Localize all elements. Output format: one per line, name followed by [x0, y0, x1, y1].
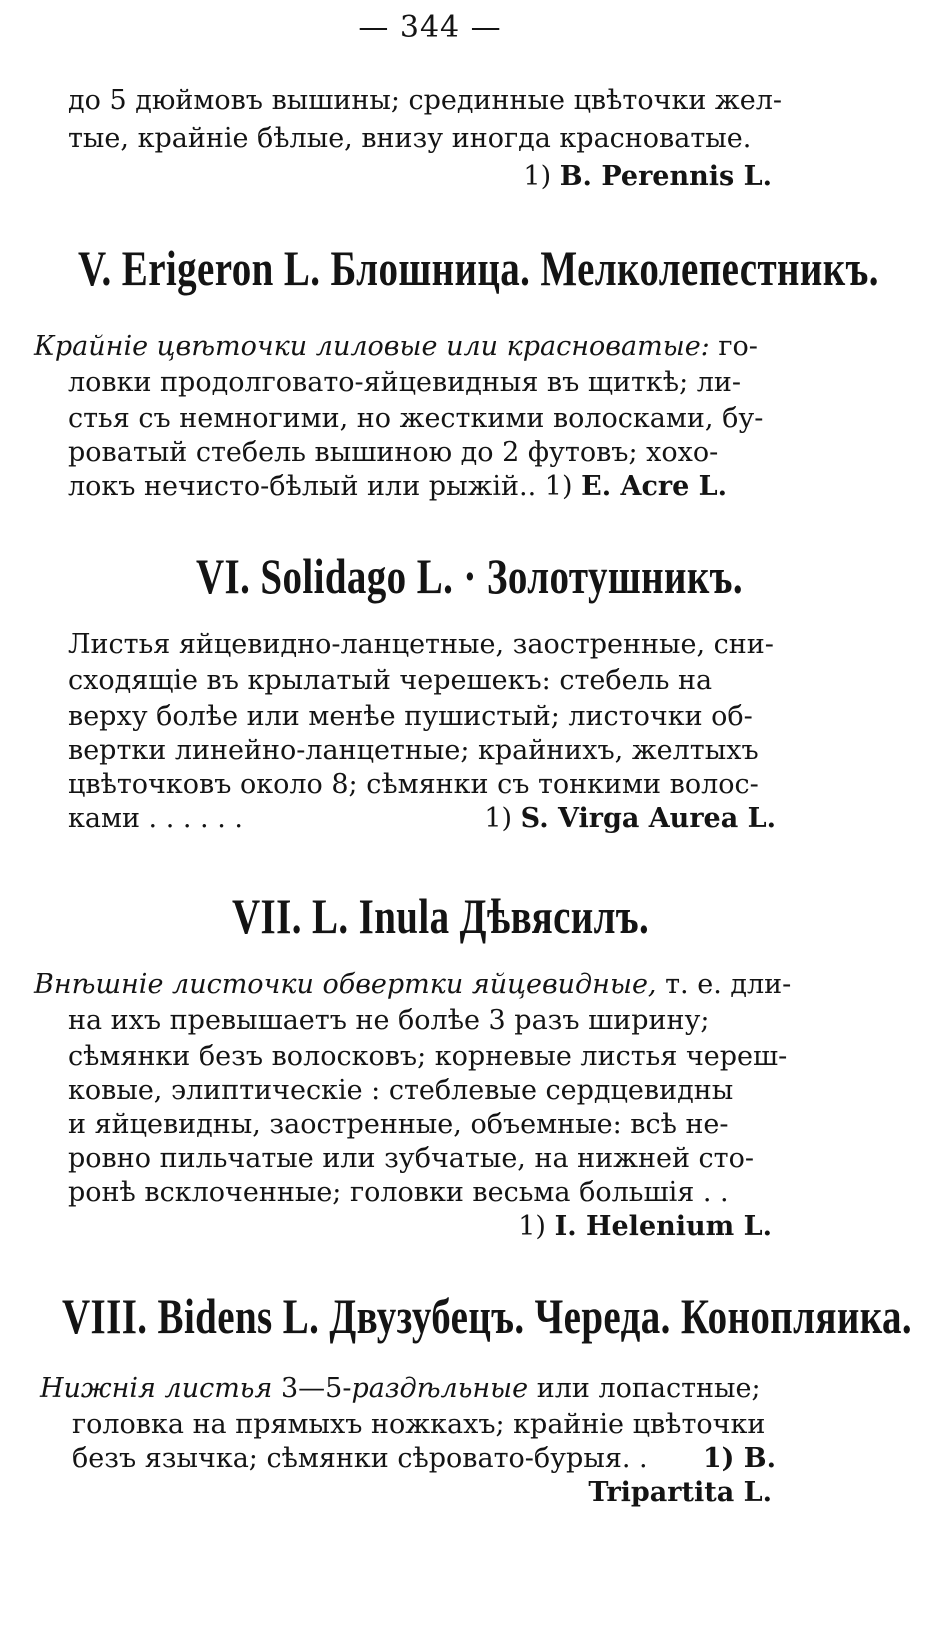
text-line: [72, 1442, 776, 1476]
text-fragment: или лопастные;: [536, 1373, 761, 1404]
entry-number: 1): [523, 161, 552, 192]
text-line: и яйцевидны, заостренные, объемные: всѣ не-: [68, 1109, 729, 1140]
text-fragment: го-: [718, 331, 758, 362]
text-line: ловки продолговато-яйцевидныя въ щиткѣ; ли-: [68, 367, 742, 398]
species-name: Tripartita L.: [588, 1477, 772, 1508]
text-line: тые, крайніе бѣлые, внизу иногда красноватые.: [68, 123, 752, 154]
text-line: [40, 1372, 761, 1406]
text-line: головка на прямыхъ ножкахъ; крайніе цвѣточки: [72, 1409, 766, 1440]
page-number: — 344 —: [358, 10, 502, 45]
section-heading: VI. Solidago L. · Золотушникъ.: [196, 548, 744, 604]
text-line: [34, 968, 791, 1002]
section-heading: VII. L. Inula Дѣвясилъ.: [232, 888, 650, 944]
text-fragment: локъ нечисто-бѣлый или рыжій..: [68, 471, 537, 502]
text-fragment: безъ язычка; сѣмянки сѣровато-бурыя. .: [72, 1443, 648, 1474]
text-line: [68, 802, 776, 836]
section-heading: V. Erigeron L. Блошница. Мелколепестникъ.: [78, 240, 879, 296]
text-line: стья съ немногими, но жесткими волосками, бу-: [68, 403, 764, 434]
entry-number: 1): [518, 1211, 546, 1242]
species-entry: [518, 1210, 772, 1244]
text-line: [68, 470, 727, 504]
species-name: B. Perennis L.: [559, 161, 772, 192]
text-line: [34, 330, 758, 364]
text-line: ровно пильчатые или зубчатые, на нижней сто-: [68, 1143, 754, 1174]
text-fragment: 3—5-: [280, 1373, 352, 1404]
text-line: верху болѣе или менѣе пушистый; листочки об-: [68, 701, 753, 732]
text-line: вертки линейно-ланцетные; крайнихъ, желтыхъ: [68, 735, 759, 766]
text-fragment: ками . . . . . .: [68, 803, 243, 834]
text-line: сходящіе въ крылатый черешекъ: стебель на: [68, 665, 713, 696]
text-line: до 5 дюймовъ вышины; срединные цвѣточки жел-: [68, 85, 782, 116]
italic-key: Внѣшніе листочки обвертки яйцевидные,: [34, 969, 657, 1000]
italic-key: Крайніе цвѣточки лиловые или красноватые:: [34, 331, 710, 362]
species-entry: [484, 802, 776, 836]
species-name: E. Acre L.: [581, 471, 728, 502]
italic-key: раздѣльные: [351, 1373, 529, 1404]
species-name: I. Helenium L.: [554, 1211, 772, 1242]
entry-number: 1): [544, 471, 573, 502]
text-fragment: т. е. дли-: [665, 969, 792, 1000]
section-heading: VIII. Bidens L. Двузубецъ. Череда. Конопляика.: [62, 1288, 913, 1344]
species-entry: 1) B.: [702, 1443, 776, 1474]
text-line: на ихъ превышаетъ не болѣе 3 разъ ширину;: [68, 1005, 710, 1036]
species-entry: [523, 160, 772, 194]
text-line: цвѣточковъ около 8; сѣмянки съ тонкими волос-: [68, 769, 759, 800]
italic-key: Нижнія листья: [40, 1373, 273, 1404]
text-line: Листья яйцевидно-ланцетные, заостренные, сни-: [68, 629, 774, 660]
species-name: S. Virga Aurea L.: [520, 803, 776, 834]
entry-number: 1): [484, 803, 513, 834]
text-line: роватый стебель вышиною до 2 футовъ; хохо-: [68, 437, 719, 468]
text-line: ронѣ всклоченные; головки весьма большія . .: [68, 1177, 729, 1208]
text-line: ковые, элиптическіе : стеблевые сердцевидны: [68, 1075, 734, 1106]
text-line: сѣмянки безъ волосковъ; корневые листья череш-: [68, 1041, 788, 1072]
